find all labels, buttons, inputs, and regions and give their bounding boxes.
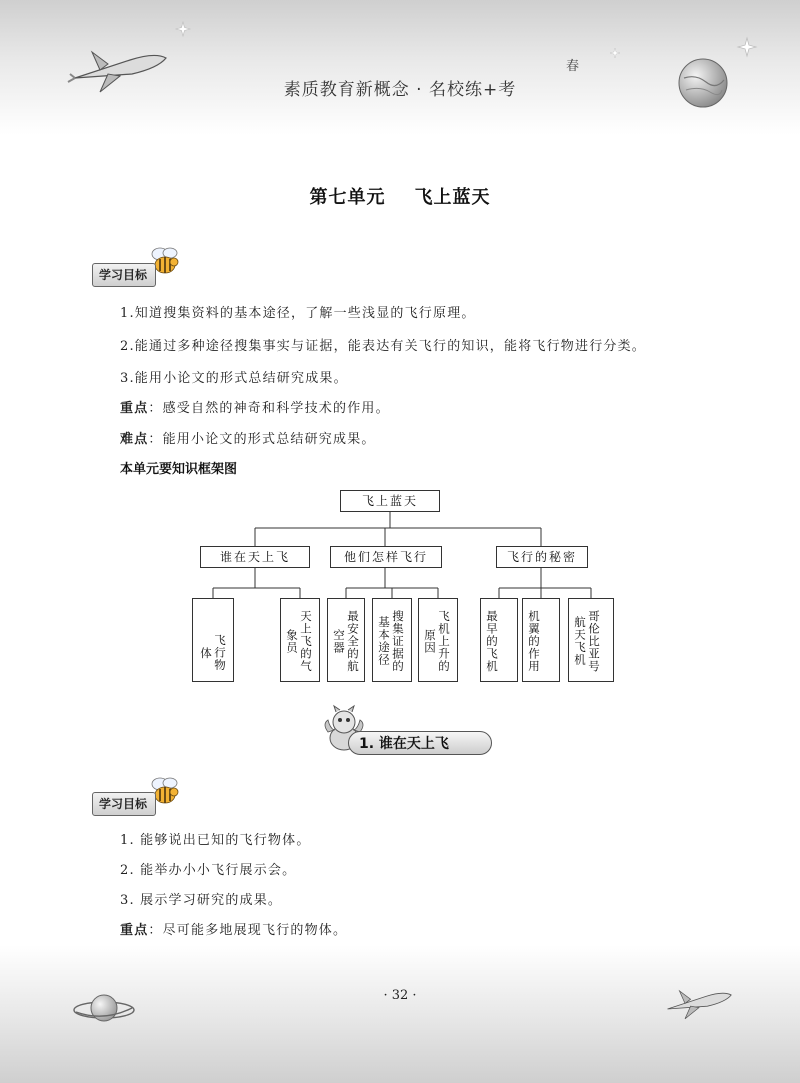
difficult-point-label: 难点 (120, 432, 149, 447)
key-point-text: ：感受自然的神奇和科学技术的作用。 (148, 401, 390, 416)
concept-leaf-text: 飞机上升的原因 (423, 609, 451, 673)
goal-line: 2. 能举办小小飞行展示会。 (120, 863, 297, 878)
lesson-title: 1. 谁在天上飞 (348, 731, 492, 755)
goal-line: 3. 展示学习研究的成果。 (120, 893, 283, 908)
concept-leaf-text: 哥伦比亚号航天飞机 (573, 609, 601, 673)
concept-leaf (280, 598, 320, 682)
concept-leaf (522, 598, 560, 682)
unit-title: 第七单元 飞上蓝天 (309, 187, 491, 208)
concept-leaf-text: 最安全的航空器 (332, 609, 360, 673)
concept-leaf-text: 机翼的作用 (527, 609, 541, 673)
page-number: · 32 · (383, 988, 417, 1003)
concept-leaf-text: 飞行物体 (199, 634, 227, 672)
concept-leaf (480, 598, 518, 682)
series-title: 素质教育新概念 · 名校练+考 (283, 80, 517, 100)
season-label: 春 (566, 59, 580, 74)
concept-leaf (192, 598, 234, 682)
goal-line: 1. 能够说出已知的飞行物体。 (120, 833, 311, 848)
goal-line: 3.能用小论文的形式总结研究成果。 (120, 371, 348, 386)
concept-leaf (568, 598, 614, 682)
goal-line: 2.能通过多种途径搜集事实与证据，能表达有关飞行的知识，能将飞行物进行分类。 (120, 339, 647, 354)
learning-goals-tag: 学习目标 (92, 792, 156, 816)
goal-line: 1.知道搜集资料的基本途径，了解一些浅显的飞行原理。 (120, 306, 476, 321)
key-point-text: ：尽可能多地展现飞行的物体。 (148, 923, 348, 938)
difficult-point-text: ：能用小论文的形式总结研究成果。 (148, 432, 376, 447)
concept-leaf-text: 搜集证据的基本途径 (377, 609, 405, 673)
concept-branch: 谁在天上飞 (200, 546, 310, 568)
key-point-label: 重点 (120, 401, 149, 416)
concept-branch: 他们怎样飞行 (330, 546, 442, 568)
concept-root: 飞上蓝天 (340, 490, 440, 512)
key-point (120, 919, 347, 938)
learning-goals-tag: 学习目标 (92, 263, 156, 287)
key-point-label: 重点 (120, 923, 149, 938)
concept-branch: 飞行的秘密 (496, 546, 588, 568)
concept-leaf-text: 天上飞的气象员 (285, 609, 313, 673)
concept-leaf (327, 598, 365, 682)
concept-leaf-text: 最早的飞机 (485, 609, 499, 673)
concept-map-heading: 本单元要知识框架图 (120, 462, 238, 477)
concept-leaf (372, 598, 412, 682)
concept-leaf (418, 598, 458, 682)
